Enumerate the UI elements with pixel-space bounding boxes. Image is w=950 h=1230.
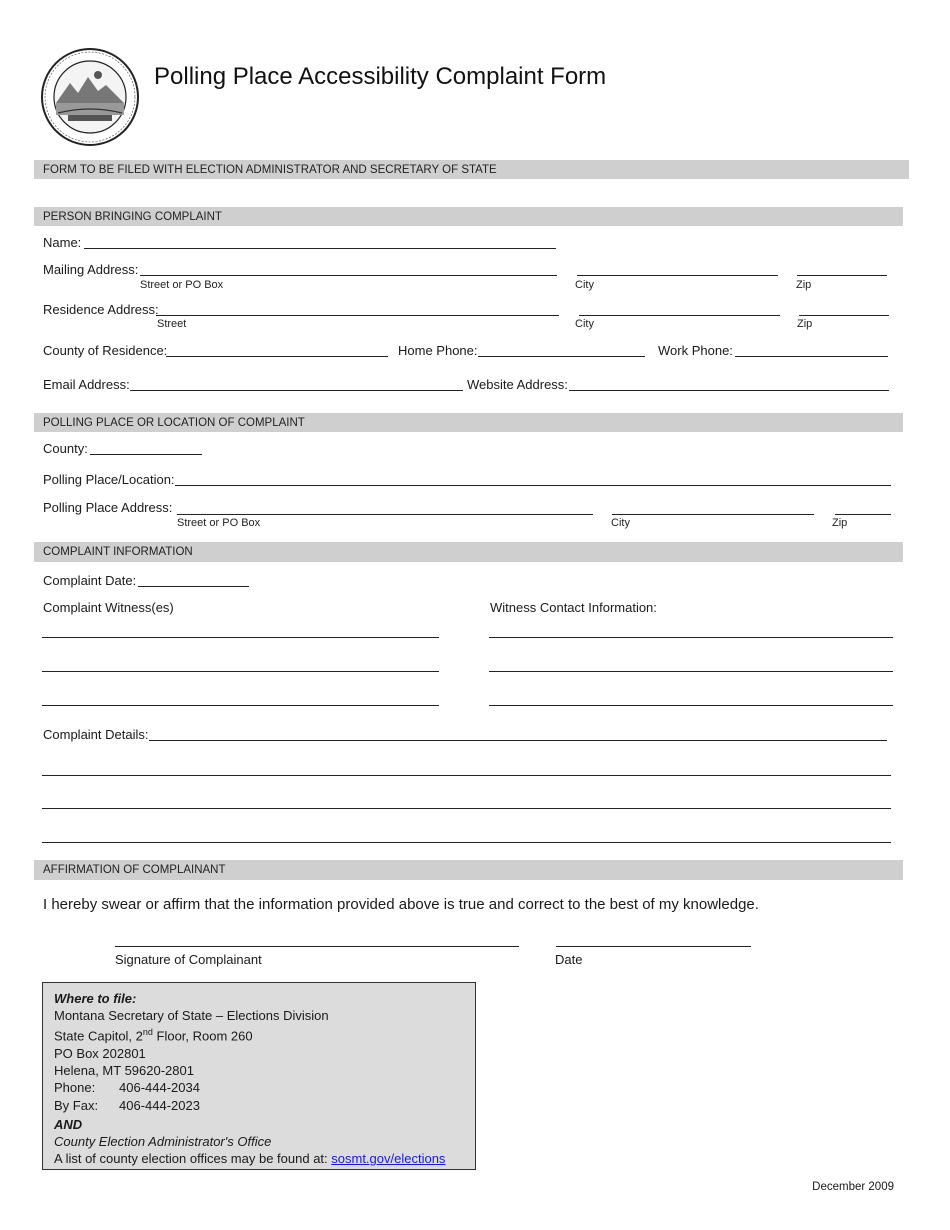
filing-phone-label: Phone: (54, 1080, 96, 1096)
witness-contact-field[interactable] (489, 705, 893, 706)
witness-field[interactable] (42, 705, 439, 706)
mailing-street-field[interactable] (140, 275, 557, 276)
state-seal-icon (40, 47, 140, 147)
filing-fax (54, 1097, 464, 1114)
website-field[interactable] (569, 390, 889, 391)
residence-zip-caption: Zip (797, 318, 813, 330)
mailing-zip-caption: Zip (796, 279, 812, 291)
complaint-details-field[interactable] (149, 740, 887, 741)
complaint-details-line[interactable] (42, 808, 891, 809)
polling-city-field[interactable] (612, 514, 814, 515)
filing-list-text: A list of county election offices may be found at: (54, 1151, 332, 1167)
mailing-zip-field[interactable] (797, 275, 887, 276)
filing-phone-number: 406-444-2034 (119, 1080, 200, 1096)
email-field[interactable] (130, 390, 463, 391)
polling-zip-caption: Zip (832, 517, 848, 529)
residence-city-caption: City (575, 318, 594, 330)
county-residence-label: County of Residence: (43, 343, 168, 358)
filing-org: Montana Secretary of State – Elections Division (54, 1008, 329, 1024)
section-complaint-bar: COMPLAINT INFORMATION (34, 542, 903, 562)
name-field[interactable] (84, 248, 556, 249)
affirmation-statement: I hereby swear or affirm that the information provided above is true and correct to the best of my knowledge. (43, 896, 759, 913)
signature-field[interactable] (115, 946, 519, 947)
section-person-bar: PERSON BRINGING COMPLAINT (34, 207, 903, 226)
filing-city-zip: Helena, MT 59620-2801 (54, 1063, 194, 1079)
mailing-street-caption: Street or PO Box (140, 279, 224, 291)
work-phone-field[interactable] (735, 356, 888, 357)
residence-zip-field[interactable] (799, 315, 889, 316)
signature-caption: Signature of Complainant (115, 952, 262, 967)
mailing-city-caption: City (575, 279, 594, 291)
county-residence-field[interactable] (166, 356, 388, 357)
section-polling-bar: POLLING PLACE OR LOCATION OF COMPLAINT (34, 413, 903, 432)
residence-city-field[interactable] (579, 315, 780, 316)
signature-date-field[interactable] (556, 946, 751, 947)
website-label: Website Address: (467, 377, 568, 392)
complaint-date-field[interactable] (138, 586, 249, 587)
filing-capitol-sup: nd (142, 1027, 153, 1038)
filing-county-office: County Election Administrator's Office (54, 1133, 272, 1149)
email-label: Email Address: (43, 377, 130, 392)
polling-zip-field[interactable] (835, 514, 891, 515)
section-filing-bar: FORM TO BE FILED WITH ELECTION ADMINISTRATOR AND SECRETARY OF STATE (34, 160, 909, 179)
witness-contact-field[interactable] (489, 671, 893, 672)
polling-street-field[interactable] (177, 514, 593, 515)
where-to-file-box (42, 982, 476, 1170)
filing-po-box: PO Box 202801 (54, 1045, 146, 1061)
residence-address-label: Residence Address: (43, 302, 159, 317)
name-label: Name: (43, 235, 82, 250)
filing-and: AND (54, 1116, 83, 1132)
mailing-address-label: Mailing Address: (43, 262, 139, 277)
filing-phone (54, 1079, 464, 1096)
elections-link[interactable]: sosmt.gov/elections (331, 1151, 446, 1167)
witness-field[interactable] (42, 671, 439, 672)
polling-location-field[interactable] (175, 485, 891, 486)
polling-county-label: County: (43, 441, 88, 456)
witnesses-label: Complaint Witness(es) (43, 600, 174, 615)
polling-street-caption: Street or PO Box (177, 517, 261, 529)
polling-location-label: Polling Place/Location: (43, 472, 175, 487)
filing-fax-label: By Fax: (54, 1097, 99, 1113)
footer-date: December 2009 (812, 1181, 894, 1193)
complaint-date-label: Complaint Date: (43, 573, 137, 588)
filing-list (54, 1150, 464, 1167)
polling-county-field[interactable] (90, 454, 202, 455)
witness-field[interactable] (42, 637, 439, 638)
where-to-file-heading: Where to file: (54, 991, 137, 1006)
filing-capitol-a: State Capitol, 2 (54, 1028, 143, 1044)
complaint-details-label: Complaint Details: (43, 727, 149, 742)
complaint-details-line[interactable] (42, 775, 891, 776)
residence-street-caption: Street (157, 318, 187, 330)
signature-date-caption: Date (555, 952, 583, 967)
polling-address-label: Polling Place Address: (43, 500, 173, 515)
witness-contact-field[interactable] (489, 637, 893, 638)
mailing-city-field[interactable] (577, 275, 778, 276)
home-phone-label: Home Phone: (398, 343, 478, 358)
polling-city-caption: City (611, 517, 630, 529)
page-title: Polling Place Accessibility Complaint Form (154, 63, 607, 90)
residence-street-field[interactable] (156, 315, 559, 316)
work-phone-label: Work Phone: (658, 343, 733, 358)
filing-fax-number: 406-444-2023 (119, 1097, 200, 1113)
filing-capitol-b: Floor, Room 260 (152, 1028, 253, 1044)
home-phone-field[interactable] (478, 356, 645, 357)
witness-contact-label: Witness Contact Information: (490, 600, 657, 615)
complaint-details-line[interactable] (42, 842, 891, 843)
section-affirmation-bar: AFFIRMATION OF COMPLAINANT (34, 860, 903, 880)
filing-capitol (54, 1024, 464, 1045)
